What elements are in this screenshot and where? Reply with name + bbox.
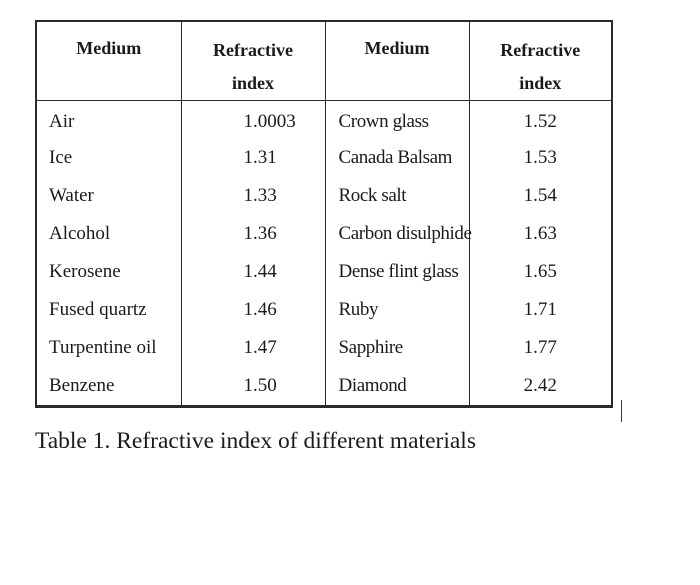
table-row [37,215,611,253]
table-row [37,253,611,291]
table-row [37,177,611,215]
refractive-index-cell: 1.44 [181,253,325,291]
refractive-index-cell: 1.63 [469,215,611,253]
refractive-index-cell: 1.0003 [181,101,325,139]
refractive-index-cell: 1.53 [469,139,611,177]
table-row [37,101,611,139]
header-refractive-index-left-line2: index [231,73,274,93]
refractive-index-table [37,22,611,405]
refractive-index-cell: 1.50 [181,367,325,405]
header-refractive-index-left [181,22,325,101]
medium-name-cell: Sapphire [325,329,469,367]
refractive-index-cell: 1.47 [181,329,325,367]
header-refractive-index-right-line1: Refractive [500,40,581,60]
table-header-row [37,22,611,101]
header-medium-left-label: Medium [76,38,142,58]
refractive-index-cell: 1.54 [469,177,611,215]
medium-name-cell: Ruby [325,291,469,329]
header-medium-right [325,22,469,101]
medium-name-cell: Fused quartz [49,299,147,321]
medium-name-cell: Dense flint glass [325,253,469,291]
medium-name-cell: Air [49,111,75,133]
medium-name-cell: Kerosene [49,261,121,283]
medium-name-cell: Water [49,185,94,207]
header-refractive-index-right-line2: index [519,73,562,93]
medium-name-cell: Carbon disulphide [325,215,469,253]
table-row [37,329,611,367]
table-row [37,291,611,329]
refractive-index-cell: 1.71 [469,291,611,329]
header-medium-right-label: Medium [364,38,430,58]
refractive-index-cell: 1.65 [469,253,611,291]
table-caption: Table 1. Refractive index of different materials [35,428,476,454]
refractive-index-cell: 1.46 [181,291,325,329]
refractive-index-cell: 1.36 [181,215,325,253]
medium-name-cell: Ice [49,147,73,169]
table-row [37,139,611,177]
header-refractive-index-right [469,22,611,101]
medium-name-cell: Turpentine oil [49,337,157,359]
refractive-index-cell: 2.42 [469,367,611,405]
refractive-index-cell: 1.52 [469,101,611,139]
medium-name-cell: Diamond [325,367,469,405]
table-row [37,367,611,405]
refractive-index-cell: 1.77 [469,329,611,367]
header-refractive-index-left-line1: Refractive [213,40,293,60]
text-cursor-mark [621,400,622,422]
medium-name-cell: Rock salt [325,177,469,215]
refractive-index-cell: 1.33 [181,177,325,215]
header-medium-left [37,22,181,101]
refractive-index-cell: 1.31 [181,139,325,177]
medium-name-cell: Canada Balsam [325,139,469,177]
medium-name-cell: Alcohol [49,223,111,245]
medium-name-cell: Benzene [49,375,115,397]
medium-name-cell: Crown glass [325,101,469,139]
refractive-index-table-frame [35,20,613,408]
